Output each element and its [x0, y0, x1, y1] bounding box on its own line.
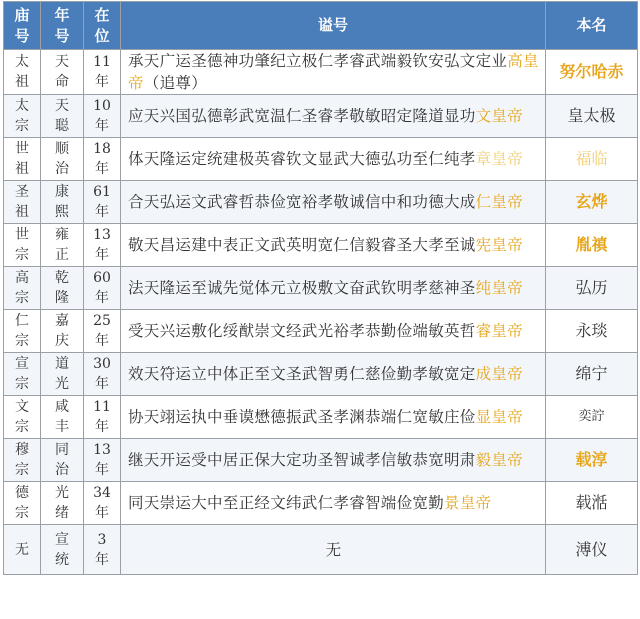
- table-row: [4, 353, 638, 396]
- birth-name-cell: 载淳: [546, 439, 638, 482]
- posthumous-emphasis: 宪皇帝: [475, 236, 524, 254]
- posthumous-name-cell: 协天翊运执中垂谟懋德振武圣孝渊恭端仁宽敏庄俭显皇帝: [121, 396, 546, 439]
- table-row: [4, 138, 638, 181]
- posthumous-name-cell: 同天崇运大中至正经文纬武仁孝睿智端俭宽勤景皇帝: [121, 482, 546, 525]
- table-header-row: [4, 2, 638, 50]
- temple-name-cell: 圣祖: [4, 181, 41, 224]
- reign-years-cell: 60年: [84, 267, 121, 310]
- posthumous-emphasis: 章皇帝: [475, 150, 524, 168]
- reign-years-cell: 34年: [84, 482, 121, 525]
- table-row: [4, 310, 638, 353]
- posthumous-emphasis: 纯皇帝: [475, 279, 524, 297]
- reign-years-cell: 18年: [84, 138, 121, 181]
- era-name-cell: 天命: [41, 50, 84, 95]
- temple-name-cell: 德宗: [4, 482, 41, 525]
- era-name-cell: 道光: [41, 353, 84, 396]
- birth-name-cell: 弘历: [546, 267, 638, 310]
- birth-name-cell: 永琰: [546, 310, 638, 353]
- reign-years-cell: 30年: [84, 353, 121, 396]
- posthumous-name-cell: 合天弘运文武睿哲恭俭宽裕孝敬诚信中和功德大成仁皇帝: [121, 181, 546, 224]
- era-name-cell: 顺治: [41, 138, 84, 181]
- era-name-cell: 嘉庆: [41, 310, 84, 353]
- birth-name-cell: 溥仪: [546, 525, 638, 575]
- birth-name-cell: 努尔哈赤: [546, 50, 638, 95]
- posthumous-name-cell: 体天隆运定统建极英睿钦文显武大德弘功至仁纯孝章皇帝: [121, 138, 546, 181]
- birth-name-cell: 绵宁: [546, 353, 638, 396]
- temple-name-cell: 宣宗: [4, 353, 41, 396]
- era-name-cell: 同治: [41, 439, 84, 482]
- temple-name-cell: 太宗: [4, 95, 41, 138]
- era-name-cell: 宣统: [41, 525, 84, 575]
- reign-years-cell: 61年: [84, 181, 121, 224]
- table-row: [4, 267, 638, 310]
- posthumous-emphasis: 高皇帝: [128, 52, 539, 92]
- posthumous-emphasis: 景皇帝: [444, 494, 492, 512]
- posthumous-name-cell: 效天符运立中体正至文圣武智勇仁慈俭勤孝敏宽定成皇帝: [121, 353, 546, 396]
- era-name-cell: 天聪: [41, 95, 84, 138]
- era-name-cell: 雍正: [41, 224, 84, 267]
- reign-years-cell: 3年: [84, 525, 121, 575]
- posthumous-emphasis: 毅皇帝: [475, 451, 524, 469]
- birth-name-cell: 载湉: [546, 482, 638, 525]
- header-era-name: 年号: [41, 2, 84, 50]
- birth-name-cell: 胤禛: [546, 224, 638, 267]
- era-name-cell: 咸丰: [41, 396, 84, 439]
- table-row: [4, 95, 638, 138]
- qing-emperors-table: [3, 1, 638, 575]
- temple-name-cell: 世宗: [4, 224, 41, 267]
- posthumous-name-cell: 继天开运受中居正保大定功圣智诚孝信敏恭宽明肃毅皇帝: [121, 439, 546, 482]
- birth-name-cell: 皇太极: [546, 95, 638, 138]
- reign-years-cell: 11年: [84, 50, 121, 95]
- table-row: [4, 181, 638, 224]
- birth-name-cell: 奕詝: [546, 396, 638, 439]
- temple-name-cell: 文宗: [4, 396, 41, 439]
- temple-name-cell: 无: [4, 525, 41, 575]
- header-birth-name: 本名: [546, 2, 638, 50]
- posthumous-name-cell: 法天隆运至诚先觉体元立极敷文奋武钦明孝慈神圣纯皇帝: [121, 267, 546, 310]
- posthumous-emphasis: 睿皇帝: [475, 322, 524, 340]
- temple-name-cell: 高宗: [4, 267, 41, 310]
- posthumous-emphasis: 显皇帝: [475, 408, 524, 426]
- reign-years-cell: 10年: [84, 95, 121, 138]
- table-row: [4, 224, 638, 267]
- posthumous-note: （追尊）: [143, 74, 208, 92]
- birth-name-cell: 玄烨: [546, 181, 638, 224]
- reign-years-cell: 13年: [84, 224, 121, 267]
- temple-name-cell: 世祖: [4, 138, 41, 181]
- posthumous-emphasis: 仁皇帝: [475, 193, 524, 211]
- temple-name-cell: 太祖: [4, 50, 41, 95]
- posthumous-name-cell: 受天兴运敷化绥猷崇文经武光裕孝恭勤俭端敏英哲睿皇帝: [121, 310, 546, 353]
- table-row: [4, 525, 638, 575]
- table-row: [4, 439, 638, 482]
- reign-years-cell: 11年: [84, 396, 121, 439]
- posthumous-name-cell: 承天广运圣德神功肇纪立极仁孝睿武端毅钦安弘文定业高皇帝（追尊）: [121, 50, 546, 95]
- era-name-cell: 乾隆: [41, 267, 84, 310]
- posthumous-name-cell: 敬天昌运建中表正文武英明宽仁信毅睿圣大孝至诚宪皇帝: [121, 224, 546, 267]
- reign-years-cell: 13年: [84, 439, 121, 482]
- temple-name-cell: 穆宗: [4, 439, 41, 482]
- birth-name-cell: 福临: [546, 138, 638, 181]
- era-name-cell: 光绪: [41, 482, 84, 525]
- temple-name-cell: 仁宗: [4, 310, 41, 353]
- reign-years-cell: 25年: [84, 310, 121, 353]
- header-posthumous-name: 谥号: [121, 2, 546, 50]
- posthumous-emphasis: 文皇帝: [475, 107, 524, 125]
- table-row: [4, 396, 638, 439]
- posthumous-name-cell: 无: [121, 525, 546, 575]
- header-temple-name: 庙号: [4, 2, 41, 50]
- posthumous-emphasis: 成皇帝: [475, 365, 524, 383]
- header-reign-years: 在位: [84, 2, 121, 50]
- table-row: [4, 50, 638, 95]
- posthumous-name-cell: 应天兴国弘德彰武宽温仁圣睿孝敬敏昭定隆道显功文皇帝: [121, 95, 546, 138]
- table-row: [4, 482, 638, 525]
- era-name-cell: 康熙: [41, 181, 84, 224]
